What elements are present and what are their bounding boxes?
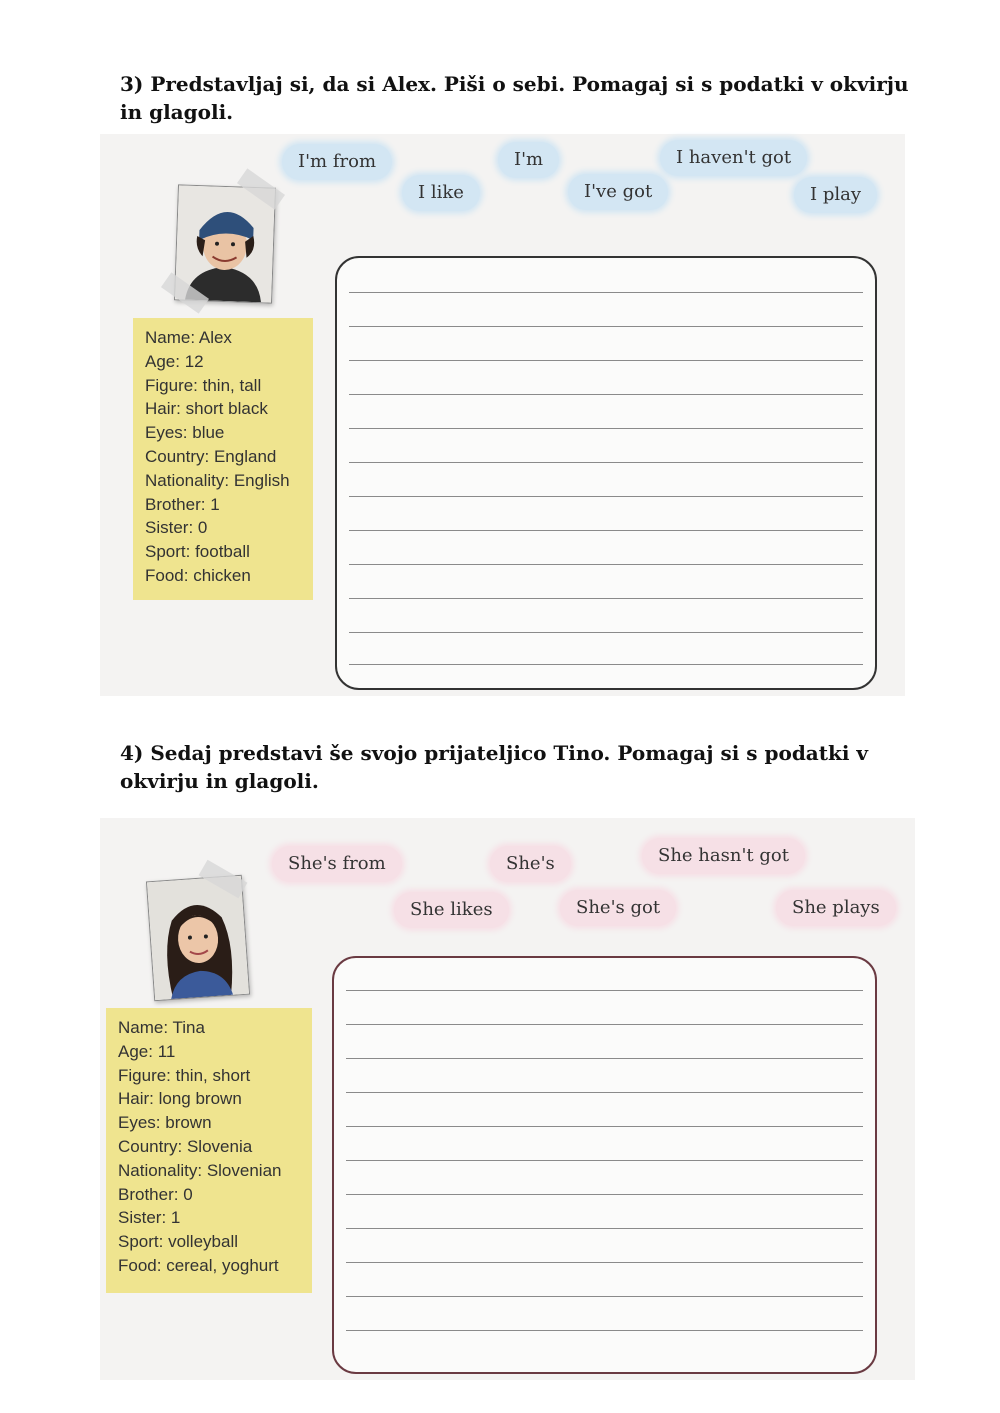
- verb-bubble-she-hasnt-got: She hasn't got: [642, 838, 805, 874]
- info-name: Name: Alex: [145, 328, 232, 347]
- verb-bubble-i-like: I like: [402, 175, 480, 211]
- writing-line[interactable]: [349, 664, 863, 665]
- writing-line[interactable]: [349, 360, 863, 361]
- exercise-3-heading: [120, 70, 920, 126]
- writing-line[interactable]: [346, 1058, 863, 1059]
- writing-line[interactable]: [349, 428, 863, 429]
- info-country: Country: Slovenia: [118, 1136, 253, 1156]
- writing-line[interactable]: [349, 598, 863, 599]
- alex-writing-box[interactable]: [335, 256, 877, 690]
- verb-bubble-im-from: I'm from: [282, 144, 392, 180]
- writing-line[interactable]: [346, 1160, 863, 1161]
- writing-line[interactable]: [346, 1092, 863, 1093]
- info-sport: Sport: football: [145, 542, 250, 562]
- writing-line[interactable]: [349, 292, 863, 293]
- info-nationality: Nationality: English: [145, 470, 290, 490]
- tina-writing-box[interactable]: [332, 956, 877, 1374]
- verb-bubble-she-likes: She likes: [394, 892, 509, 928]
- writing-line[interactable]: [346, 1296, 863, 1297]
- writing-line[interactable]: [346, 1126, 863, 1127]
- info-country: Country: England: [145, 446, 277, 466]
- writing-line[interactable]: [349, 462, 863, 463]
- writing-line[interactable]: [346, 1024, 863, 1025]
- exercise-4-panel: [100, 818, 915, 1380]
- writing-line[interactable]: [346, 990, 863, 991]
- verb-bubble-shes-got: She's got: [560, 890, 676, 926]
- verb-bubble-shes-from: She's from: [272, 846, 402, 882]
- info-figure: Figure: thin, short: [118, 1065, 251, 1085]
- info-food: Food: chicken: [145, 565, 251, 585]
- info-name: Name: Tina: [118, 1018, 205, 1037]
- writing-line[interactable]: [346, 1330, 863, 1331]
- writing-line[interactable]: [346, 1194, 863, 1195]
- info-sister: Sister: 1: [118, 1208, 181, 1228]
- info-figure: Figure: thin, tall: [145, 375, 262, 395]
- info-hair: Hair: long brown: [118, 1089, 242, 1109]
- exercise-4-heading: [120, 739, 920, 795]
- verb-bubble-shes: She's: [490, 846, 571, 882]
- info-sister: Sister: 0: [145, 518, 208, 538]
- exercise-3-panel: [100, 134, 905, 696]
- exercise-4-heading-line1: 4) Sedaj predstavi še svojo prijateljico Tino. Pomagaj si s podatki v: [120, 741, 869, 765]
- info-hair: Hair: short black: [145, 399, 268, 419]
- verb-bubble-she-plays: She plays: [776, 890, 896, 926]
- verb-bubble-i-play: I play: [794, 177, 877, 213]
- exercise-4-heading-line2: okvirju in glagoli.: [120, 769, 319, 793]
- exercise-3-heading-line2: in glagoli.: [120, 100, 234, 124]
- info-age: Age: 12: [145, 351, 204, 371]
- writing-line[interactable]: [349, 394, 863, 395]
- verb-bubble-im: I'm: [498, 142, 559, 178]
- writing-line[interactable]: [349, 496, 863, 497]
- info-food: Food: cereal, yoghurt: [118, 1255, 279, 1275]
- info-eyes: Eyes: blue: [145, 423, 225, 443]
- tina-info-box: [106, 1008, 312, 1293]
- info-brother: Brother: 1: [145, 494, 220, 514]
- writing-line[interactable]: [349, 530, 863, 531]
- writing-line[interactable]: [346, 1262, 863, 1263]
- writing-line[interactable]: [349, 326, 863, 327]
- verb-bubble-i-havent-got: I haven't got: [660, 140, 807, 176]
- writing-line[interactable]: [349, 632, 863, 633]
- exercise-3-heading-line1: 3) Predstavljaj si, da si Alex. Piši o sebi. Pomagaj si s podatki v okvirju: [120, 72, 909, 96]
- info-brother: Brother: 0: [118, 1184, 193, 1204]
- writing-line[interactable]: [346, 1228, 863, 1229]
- info-nationality: Nationality: Slovenian: [118, 1160, 282, 1180]
- alex-info-box: [133, 318, 313, 600]
- verb-bubble-ive-got: I've got: [568, 174, 668, 210]
- writing-line[interactable]: [349, 564, 863, 565]
- info-age: Age: 11: [118, 1041, 176, 1061]
- info-sport: Sport: volleyball: [118, 1232, 239, 1252]
- info-eyes: Eyes: brown: [118, 1113, 212, 1133]
